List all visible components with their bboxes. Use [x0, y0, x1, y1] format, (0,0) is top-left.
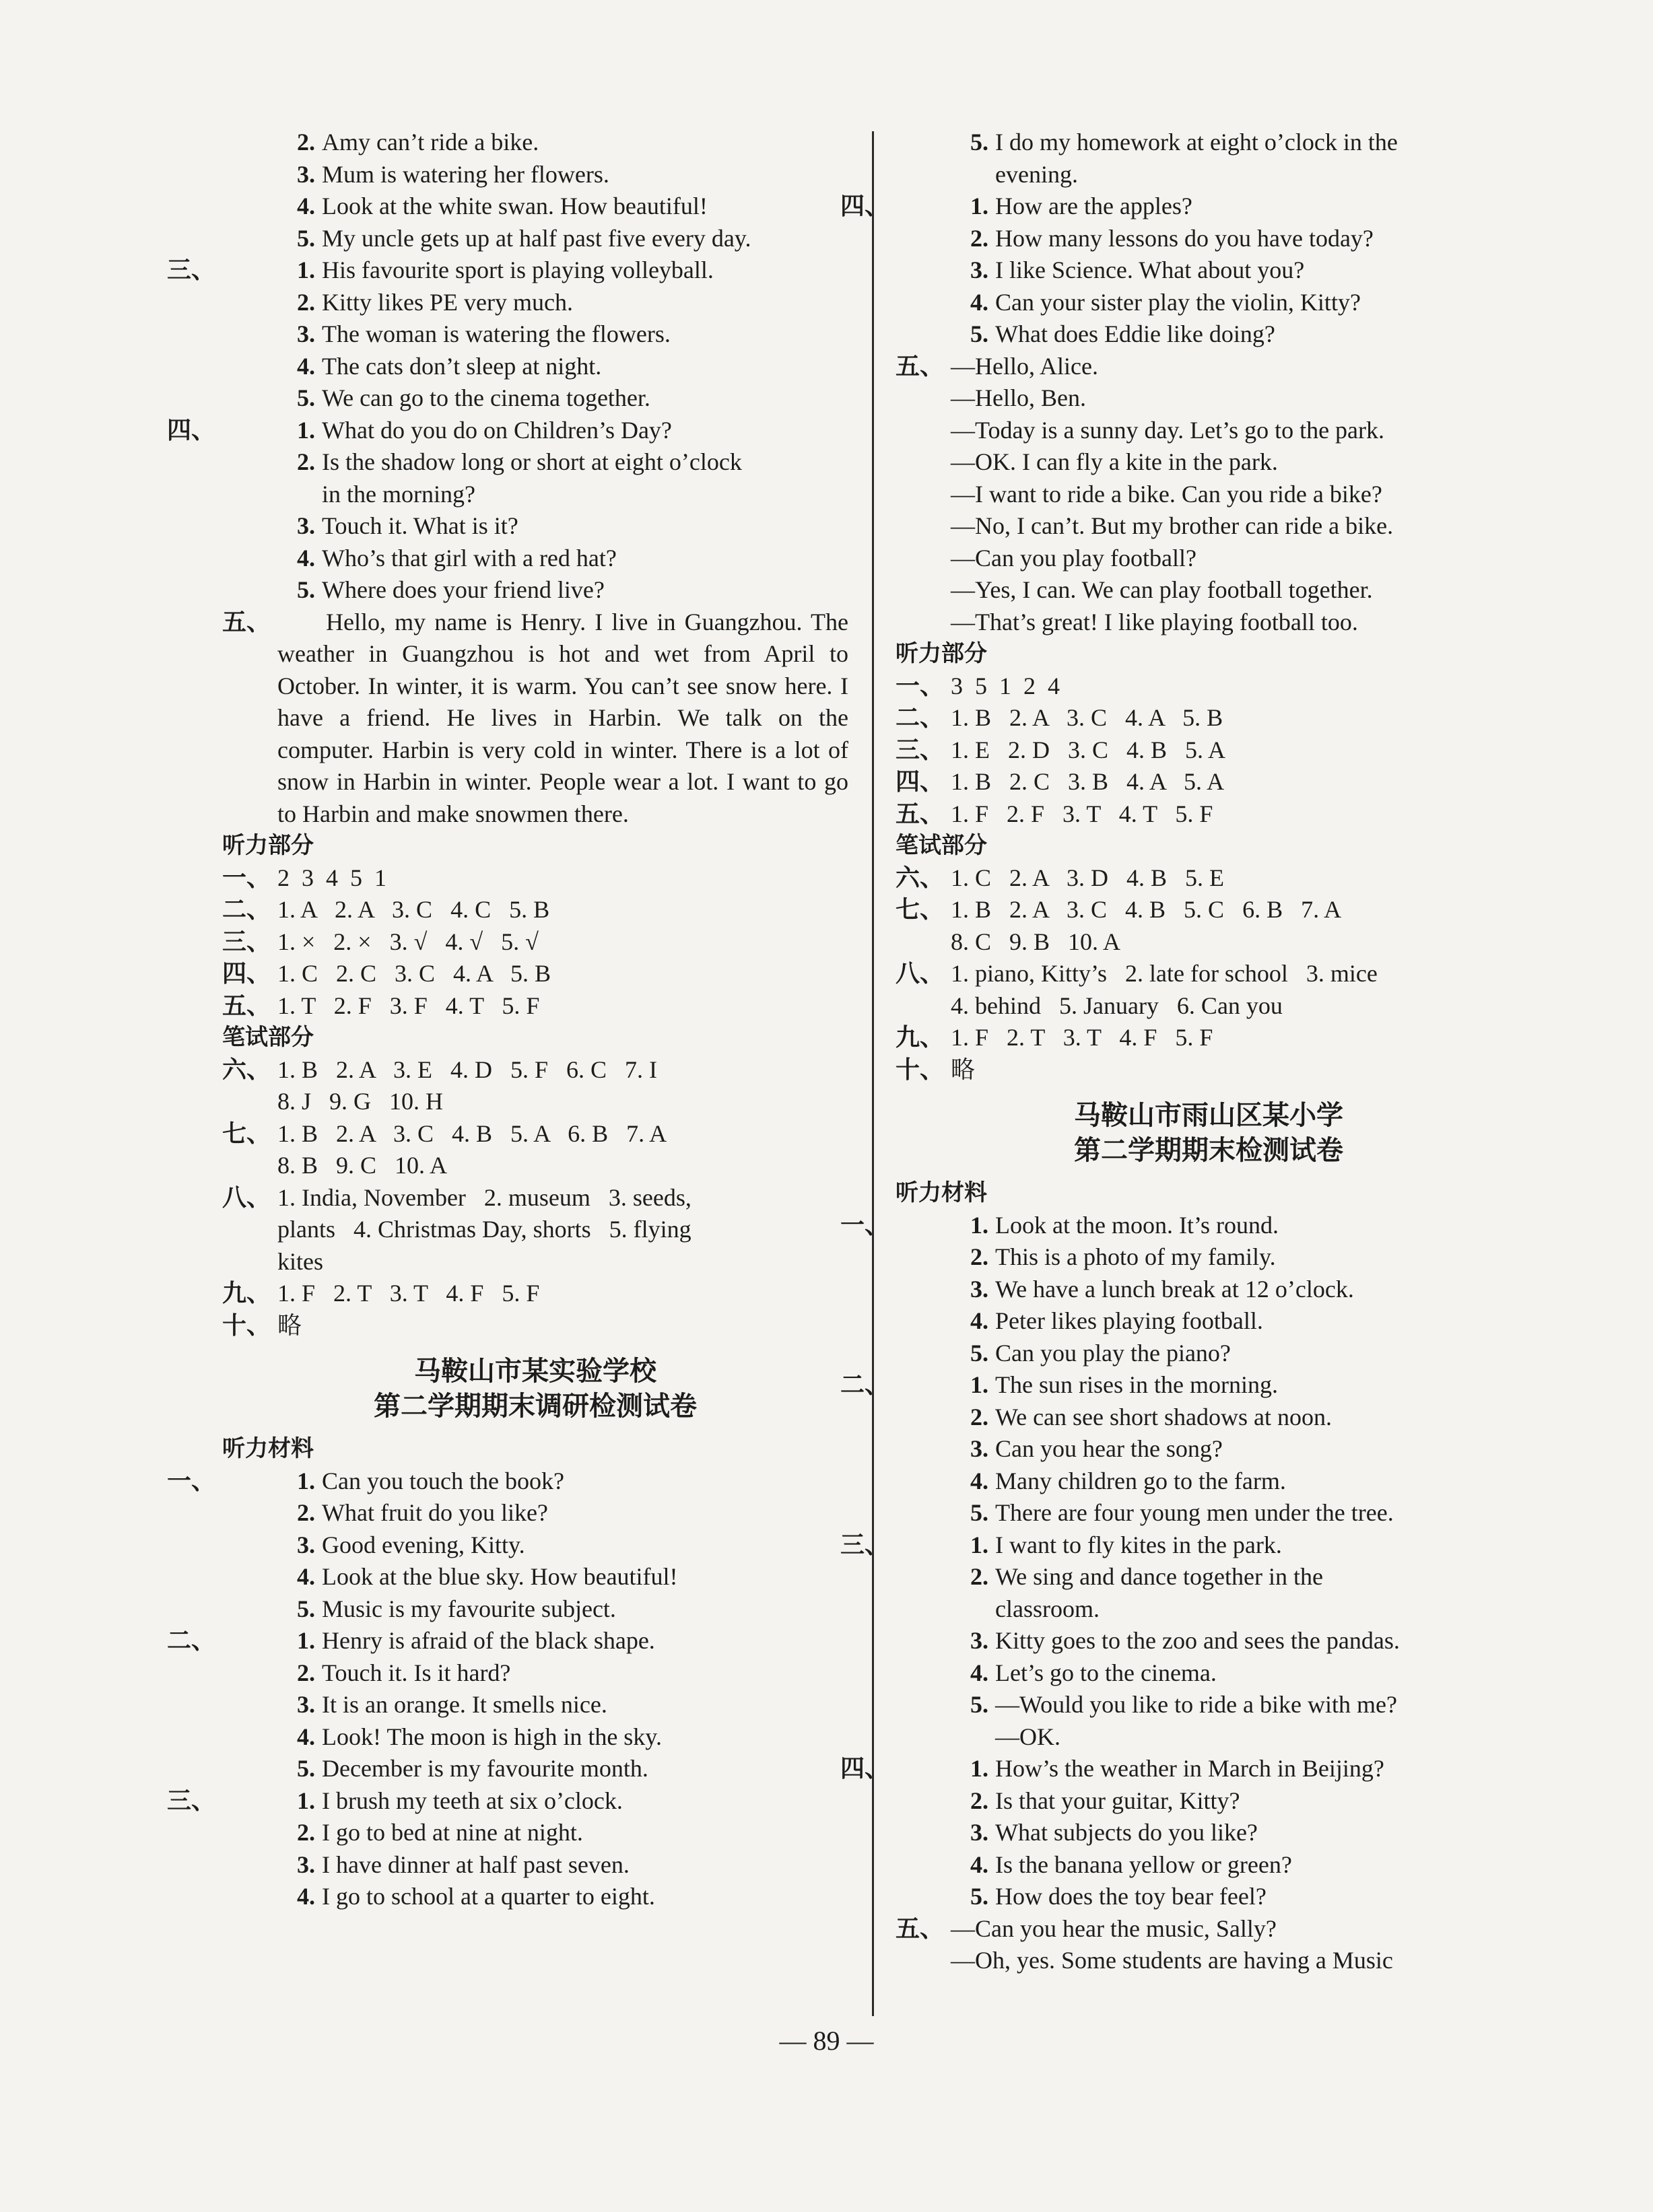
item-number: 3.: [297, 320, 315, 347]
item-number: 2.: [297, 288, 315, 316]
item-text: Is the banana yellow or green?: [995, 1851, 1292, 1878]
list-item: [896, 1305, 1522, 1338]
list-item: [896, 1689, 1522, 1721]
answer-row: [896, 862, 1522, 895]
list-item: [840, 1210, 1522, 1242]
item-text: Look! The moon is high in the sky.: [322, 1723, 662, 1750]
item-text: Peter likes playing football.: [995, 1307, 1263, 1334]
section-heading: 听力材料: [896, 1179, 987, 1206]
exam-title: 马鞍山市某实验学校: [414, 1356, 656, 1387]
item-text: Where does your friend live?: [322, 576, 605, 603]
section-heading: 听力部分: [222, 832, 314, 859]
item-text: How does the toy bear feel?: [995, 1883, 1267, 1910]
list-item: [896, 1497, 1522, 1529]
section-marker: 九、: [222, 1280, 271, 1307]
dialogue-line: [896, 382, 1522, 415]
section-marker: 八、: [896, 960, 945, 987]
dialogue-text: —Yes, I can. We can play football together.: [951, 576, 1373, 603]
answer-text: 1. E 2. D 3. C 4. B 5. A: [951, 736, 1226, 763]
column-divider: [872, 131, 874, 2016]
dialogue-text: —Can you play football?: [951, 544, 1196, 572]
list-item: [840, 1753, 1522, 1785]
answer-text: —Can you hear the music, Sally?: [951, 1914, 1277, 1942]
answer-row: [222, 862, 848, 895]
item-number: 3.: [970, 1819, 988, 1846]
item-text: evening.: [995, 160, 1078, 188]
dialogue-line: [896, 479, 1522, 511]
item-text: I do my homework at eight o’clock in the: [995, 129, 1398, 155]
answer-row: [222, 1310, 848, 1342]
section-marker: 二、: [896, 704, 945, 731]
item-text: Many children go to the farm.: [995, 1467, 1286, 1494]
answer-row: [896, 926, 1522, 959]
item-number: 4.: [297, 544, 315, 572]
right-column: [840, 127, 1522, 1977]
item-text: My uncle gets up at half past five every day.: [322, 224, 751, 252]
section-marker: 三、: [167, 1787, 216, 1814]
item-number: 3.: [297, 1531, 315, 1558]
item-text: Touch it. What is it?: [322, 512, 518, 539]
list-item: [840, 191, 1522, 223]
item-number: 2.: [297, 1499, 315, 1526]
answer-row: [896, 670, 1522, 703]
page-number: — 89 —: [779, 2026, 874, 2056]
list-item: [896, 287, 1522, 319]
list-item: [167, 1625, 848, 1657]
item-text: The cats don’t sleep at night.: [322, 352, 602, 380]
dialogue-text: —Today is a sunny day. Let’s go to the park.: [951, 416, 1385, 444]
answer-text: 略: [277, 1311, 302, 1339]
list-item: [896, 1402, 1522, 1434]
item-text: Look at the white swan. How beautiful!: [322, 193, 708, 219]
list-item: [222, 1657, 848, 1690]
item-text: Is the shadow long or short at eight o’clock: [322, 448, 742, 475]
list-item: [896, 1721, 1522, 1754]
list-item: [222, 1849, 848, 1881]
dialogue-line: [896, 351, 1522, 383]
list-item: [896, 159, 1522, 191]
item-number: 1.: [297, 1787, 315, 1814]
item-text: Is that your guitar, Kitty?: [995, 1787, 1240, 1814]
list-item: [222, 1593, 848, 1626]
item-number: 2.: [970, 1563, 988, 1590]
list-item: [167, 1465, 848, 1498]
section-marker: 五、: [222, 992, 271, 1019]
item-number: 4.: [970, 1467, 988, 1494]
section-heading: 听力材料: [222, 1435, 314, 1462]
answer-text: 8. C 9. B 10. A: [951, 928, 1121, 955]
item-text: Music is my favourite subject.: [322, 1595, 616, 1622]
answer-row: [896, 958, 1522, 990]
section-marker: 八、: [222, 1183, 271, 1211]
list-item: [222, 1881, 848, 1913]
answer-text: —Oh, yes. Some students are having a Music: [951, 1947, 1393, 1974]
section-marker: 七、: [896, 896, 945, 923]
list-item: [222, 287, 848, 319]
list-item: [896, 1241, 1522, 1274]
answer-row: [222, 1182, 848, 1214]
list-item: [222, 318, 848, 351]
item-text: I go to school at a quarter to eight.: [322, 1883, 655, 1910]
answer-row: [896, 1945, 1522, 1977]
section-marker: 五、: [222, 608, 271, 635]
item-text: How are the apples?: [995, 193, 1192, 219]
item-number: 3.: [970, 1275, 988, 1303]
item-number: 1.: [297, 256, 315, 283]
answer-row: [896, 1054, 1522, 1086]
item-number: 3.: [297, 1851, 315, 1878]
item-text: We have a lunch break at 12 o’clock.: [995, 1275, 1354, 1303]
item-number: 2.: [970, 1403, 988, 1430]
item-number: 5.: [970, 1339, 988, 1367]
list-item: [222, 191, 848, 223]
item-text: Look at the blue sky. How beautiful!: [322, 1563, 678, 1590]
answer-text: 1. C 2. C 3. C 4. A 5. B: [277, 960, 551, 987]
item-text: classroom.: [995, 1595, 1100, 1622]
item-text: Let’s go to the cinema.: [995, 1659, 1217, 1686]
section-marker: 五、: [896, 352, 945, 380]
item-text: What subjects do you like?: [995, 1819, 1258, 1846]
item-text: It is an orange. It smells nice.: [322, 1691, 607, 1718]
item-number: 5.: [970, 1499, 988, 1526]
item-text: Can you hear the song?: [995, 1435, 1223, 1462]
list-item: [222, 1753, 848, 1785]
left-column: [167, 127, 848, 1913]
item-text: in the morning?: [322, 480, 475, 508]
item-text: Touch it. Is it hard?: [322, 1659, 511, 1686]
answer-text: 8. J 9. G 10. H: [277, 1088, 444, 1115]
list-item: [896, 1881, 1522, 1913]
list-item: [896, 1274, 1522, 1306]
list-item: [222, 1721, 848, 1754]
item-number: 5.: [297, 1755, 315, 1782]
item-number: 4.: [970, 288, 988, 316]
answer-row: [896, 1913, 1522, 1945]
exam-subtitle: 第二学期期末调研检测试卷: [374, 1391, 697, 1422]
list-item: [896, 1817, 1522, 1849]
item-number: 3.: [297, 512, 315, 539]
item-text: —OK.: [995, 1723, 1060, 1750]
dialogue-text: —Hello, Ben.: [951, 384, 1086, 411]
item-number: 3.: [970, 256, 988, 283]
item-number: 4.: [297, 193, 315, 219]
item-number: 1.: [297, 416, 315, 444]
dialogue-line: [896, 510, 1522, 543]
item-text: There are four young men under the tree.: [995, 1499, 1394, 1526]
answer-row: [896, 798, 1522, 831]
item-number: 1.: [970, 193, 988, 219]
item-number: 5.: [297, 1595, 315, 1622]
list-item: [222, 543, 848, 575]
answer-row: [222, 1278, 848, 1310]
section-marker: 六、: [222, 1056, 271, 1083]
item-number: 4.: [297, 352, 315, 380]
list-item: [896, 1338, 1522, 1370]
item-text: Kitty likes PE very much.: [322, 288, 573, 316]
dialogue-text: —OK. I can fly a kite in the park.: [951, 448, 1278, 475]
list-item: [222, 1817, 848, 1849]
list-item: [222, 446, 848, 479]
item-number: 5.: [297, 576, 315, 603]
item-text: Henry is afraid of the black shape.: [322, 1627, 655, 1654]
list-item: [896, 223, 1522, 255]
section-marker: 七、: [222, 1119, 271, 1147]
answer-text: 1. A 2. A 3. C 4. C 5. B: [277, 896, 550, 923]
section-heading: 笔试部分: [222, 1024, 314, 1051]
item-text: Look at the moon. It’s round.: [995, 1211, 1279, 1239]
item-text: I like Science. What about you?: [995, 256, 1305, 283]
item-number: 2.: [970, 1243, 988, 1270]
answer-row: [222, 894, 848, 926]
answer-row: [896, 1022, 1522, 1054]
answer-row: [222, 1054, 848, 1086]
item-text: —Would you like to ride a bike with me?: [995, 1691, 1397, 1718]
item-text: We can go to the cinema together.: [322, 384, 650, 411]
answer-text: 1. B 2. A 3. E 4. D 5. F 6. C 7. I: [277, 1056, 658, 1083]
item-text: Kitty goes to the zoo and sees the pandas.: [995, 1627, 1400, 1654]
section-marker: 一、: [167, 1467, 216, 1494]
item-number: 1.: [970, 1531, 988, 1558]
section-marker: 一、: [896, 672, 945, 699]
answer-text: 1. B 2. A 3. C 4. A 5. B: [951, 704, 1223, 731]
answer-text: kites: [277, 1247, 323, 1275]
section-marker: 三、: [840, 1531, 889, 1558]
exam-subtitle: 第二学期期末检测试卷: [1074, 1135, 1343, 1166]
answer-text: 8. B 9. C 10. A: [277, 1152, 448, 1179]
item-number: 1.: [970, 1211, 988, 1239]
item-text: I want to fly kites in the park.: [995, 1531, 1282, 1558]
item-number: 4.: [297, 1883, 315, 1910]
item-text: I have dinner at half past seven.: [322, 1851, 630, 1878]
item-text: The sun rises in the morning.: [995, 1371, 1278, 1398]
list-item: [896, 1561, 1522, 1593]
list-item: [222, 351, 848, 383]
section-marker: 十、: [222, 1311, 271, 1339]
item-text: We can see short shadows at noon.: [995, 1403, 1332, 1430]
list-item: [840, 1529, 1522, 1562]
section-marker: 四、: [896, 768, 945, 795]
list-item: [896, 1849, 1522, 1881]
answer-row: [222, 1214, 848, 1246]
list-item: [896, 1465, 1522, 1498]
list-item: [222, 1561, 848, 1593]
item-text: His favourite sport is playing volleyball.: [322, 256, 714, 283]
list-item: [222, 479, 848, 511]
item-number: 1.: [970, 1371, 988, 1398]
item-text: Can you play the piano?: [995, 1339, 1231, 1367]
answer-text: 1. F 2. T 3. T 4. F 5. F: [951, 1024, 1213, 1051]
item-number: 2.: [297, 129, 315, 155]
item-text: The woman is watering the flowers.: [322, 320, 671, 347]
dialogue-text: —Hello, Alice.: [951, 352, 1098, 380]
dialogue-line: [896, 607, 1522, 639]
item-text: December is my favourite month.: [322, 1755, 648, 1782]
answer-text: 3 5 1 2 4: [951, 672, 1060, 699]
section-marker: 六、: [896, 864, 945, 891]
list-item: [222, 1689, 848, 1721]
section-marker: 二、: [167, 1627, 216, 1654]
item-number: 2.: [970, 1787, 988, 1814]
item-number: 1.: [970, 1755, 988, 1782]
answer-text: 1. piano, Kitty’s 2. late for school 3. mice: [951, 960, 1378, 987]
list-item: [222, 1529, 848, 1562]
section-marker: 十、: [896, 1056, 945, 1083]
item-number: 4.: [970, 1659, 988, 1686]
list-item: [896, 1593, 1522, 1626]
item-text: How’s the weather in March in Beijing?: [995, 1755, 1384, 1782]
item-number: 1.: [297, 1627, 315, 1654]
dialogue-text: —No, I can’t. But my brother can ride a bike.: [951, 512, 1394, 539]
item-number: 3.: [297, 160, 315, 188]
item-number: 5.: [297, 384, 315, 411]
section-marker: 九、: [896, 1024, 945, 1051]
section-marker: 三、: [167, 256, 216, 283]
dialogue-line: [896, 446, 1522, 479]
answer-row: [896, 702, 1522, 734]
item-text: This is a photo of my family.: [995, 1243, 1276, 1270]
item-number: 2.: [297, 448, 315, 475]
answer-row: [222, 958, 848, 990]
list-item: [896, 1657, 1522, 1690]
list-item: [167, 415, 848, 447]
answer-text: 4. behind 5. January 6. Can you: [951, 992, 1283, 1019]
answer-row: [222, 990, 848, 1023]
list-item: [167, 254, 848, 287]
answer-row: [222, 1150, 848, 1182]
list-item: [896, 254, 1522, 287]
list-item: [222, 159, 848, 191]
list-item: [222, 510, 848, 543]
section-marker: 一、: [840, 1211, 889, 1239]
section-marker: 四、: [167, 416, 216, 444]
dialogue-line: [896, 574, 1522, 607]
item-number: 4.: [970, 1307, 988, 1334]
section-marker: 四、: [840, 1755, 889, 1782]
list-item: [222, 382, 848, 415]
list-item: [896, 1785, 1522, 1818]
item-number: 2.: [970, 224, 988, 252]
item-text: Can your sister play the violin, Kitty?: [995, 288, 1361, 316]
answer-row: [896, 894, 1522, 926]
item-number: 5.: [297, 224, 315, 252]
item-number: 3.: [970, 1627, 988, 1654]
item-number: 2.: [297, 1659, 315, 1686]
item-text: Mum is watering her flowers.: [322, 160, 609, 188]
item-number: 5.: [970, 320, 988, 347]
dialogue-line: [896, 415, 1522, 447]
essay-text: Hello, my name is Henry. I live in Guangzhou. The weather in Guangzhou is hot and wet from April to October. In winter, it is warm. You can’t see snow here. I have a friend. He lives in Harbin. We talk on the computer. Harbin is very cold in winter. There is a lot of snow in Harbin in winter. People wear a lot. I want to go to Harbin and make snowmen there.: [277, 608, 848, 827]
list-item: [840, 1369, 1522, 1402]
section-heading: 笔试部分: [896, 832, 987, 859]
answer-text: plants 4. Christmas Day, shorts 5. flying: [277, 1216, 691, 1243]
item-text: What fruit do you like?: [322, 1499, 548, 1526]
item-number: 2.: [297, 1819, 315, 1846]
answer-text: 1. F 2. T 3. T 4. F 5. F: [277, 1280, 540, 1307]
answer-text: 1. F 2. F 3. T 4. T 5. F: [951, 800, 1213, 827]
item-text: Amy can’t ride a bike.: [322, 129, 539, 155]
answer-text: 1. B 2. A 3. C 4. B 5. A 6. B 7. A: [277, 1119, 667, 1147]
list-item: [222, 574, 848, 607]
section-marker: 二、: [840, 1371, 889, 1398]
item-text: Who’s that girl with a red hat?: [322, 544, 617, 572]
answer-text: 略: [951, 1056, 976, 1083]
answer-text: 1. × 2. × 3. √ 4. √ 5. √: [277, 928, 539, 955]
item-number: 3.: [297, 1691, 315, 1718]
answer-text: 1. B 2. A 3. C 4. B 5. C 6. B 7. A: [951, 896, 1342, 923]
item-text: How many lessons do you have today?: [995, 224, 1374, 252]
section-marker: 四、: [840, 193, 889, 219]
list-item: [222, 127, 848, 159]
dialogue-text: —That’s great! I like playing football too.: [951, 608, 1358, 635]
dialogue-text: —I want to ride a bike. Can you ride a bike?: [951, 480, 1382, 508]
answer-row: [896, 990, 1522, 1023]
answer-text: 1. T 2. F 3. F 4. T 5. F: [277, 992, 540, 1019]
item-number: 3.: [970, 1435, 988, 1462]
list-item: [222, 1497, 848, 1529]
section-heading: 听力部分: [896, 640, 987, 667]
item-number: 1.: [297, 1467, 315, 1494]
item-number: 4.: [297, 1563, 315, 1590]
section-marker: 三、: [222, 928, 271, 955]
item-number: 5.: [970, 1883, 988, 1910]
section-marker: 四、: [222, 960, 271, 987]
item-text: Good evening, Kitty.: [322, 1531, 525, 1558]
answer-row: [222, 1246, 848, 1278]
list-item: [896, 1625, 1522, 1657]
section-marker: 一、: [222, 864, 271, 891]
answer-row: [222, 1086, 848, 1118]
item-text: What do you do on Children’s Day?: [322, 416, 672, 444]
item-text: We sing and dance together in the: [995, 1563, 1323, 1590]
list-item: [896, 1433, 1522, 1465]
exam-title: 马鞍山市雨山区某小学: [1074, 1100, 1343, 1131]
answer-text: 2 3 4 5 1: [277, 864, 386, 891]
answer-text: 1. C 2. A 3. D 4. B 5. E: [951, 864, 1225, 891]
section-marker: 五、: [896, 1914, 945, 1942]
answer-row: [896, 734, 1522, 767]
item-text: I brush my teeth at six o’clock.: [322, 1787, 623, 1814]
section-marker: 二、: [222, 896, 271, 923]
item-text: What does Eddie like doing?: [995, 320, 1275, 347]
list-item: [896, 127, 1522, 159]
answer-text: 1. India, November 2. museum 3. seeds,: [277, 1183, 691, 1211]
item-number: 4.: [970, 1851, 988, 1878]
answer-row: [896, 766, 1522, 798]
essay-paragraph: [222, 607, 848, 831]
item-text: Can you touch the book?: [322, 1467, 564, 1494]
answer-row: [222, 1118, 848, 1150]
item-number: 5.: [970, 1691, 988, 1718]
answer-row: [222, 926, 848, 959]
list-item: [896, 318, 1522, 351]
list-item: [222, 223, 848, 255]
item-number: 4.: [297, 1723, 315, 1750]
list-item: [167, 1785, 848, 1818]
item-number: 5.: [970, 129, 988, 155]
item-text: I go to bed at nine at night.: [322, 1819, 583, 1846]
section-marker: 三、: [896, 736, 945, 763]
section-marker: 五、: [896, 800, 945, 827]
answer-text: 1. B 2. C 3. B 4. A 5. A: [951, 768, 1225, 795]
dialogue-line: [896, 543, 1522, 575]
